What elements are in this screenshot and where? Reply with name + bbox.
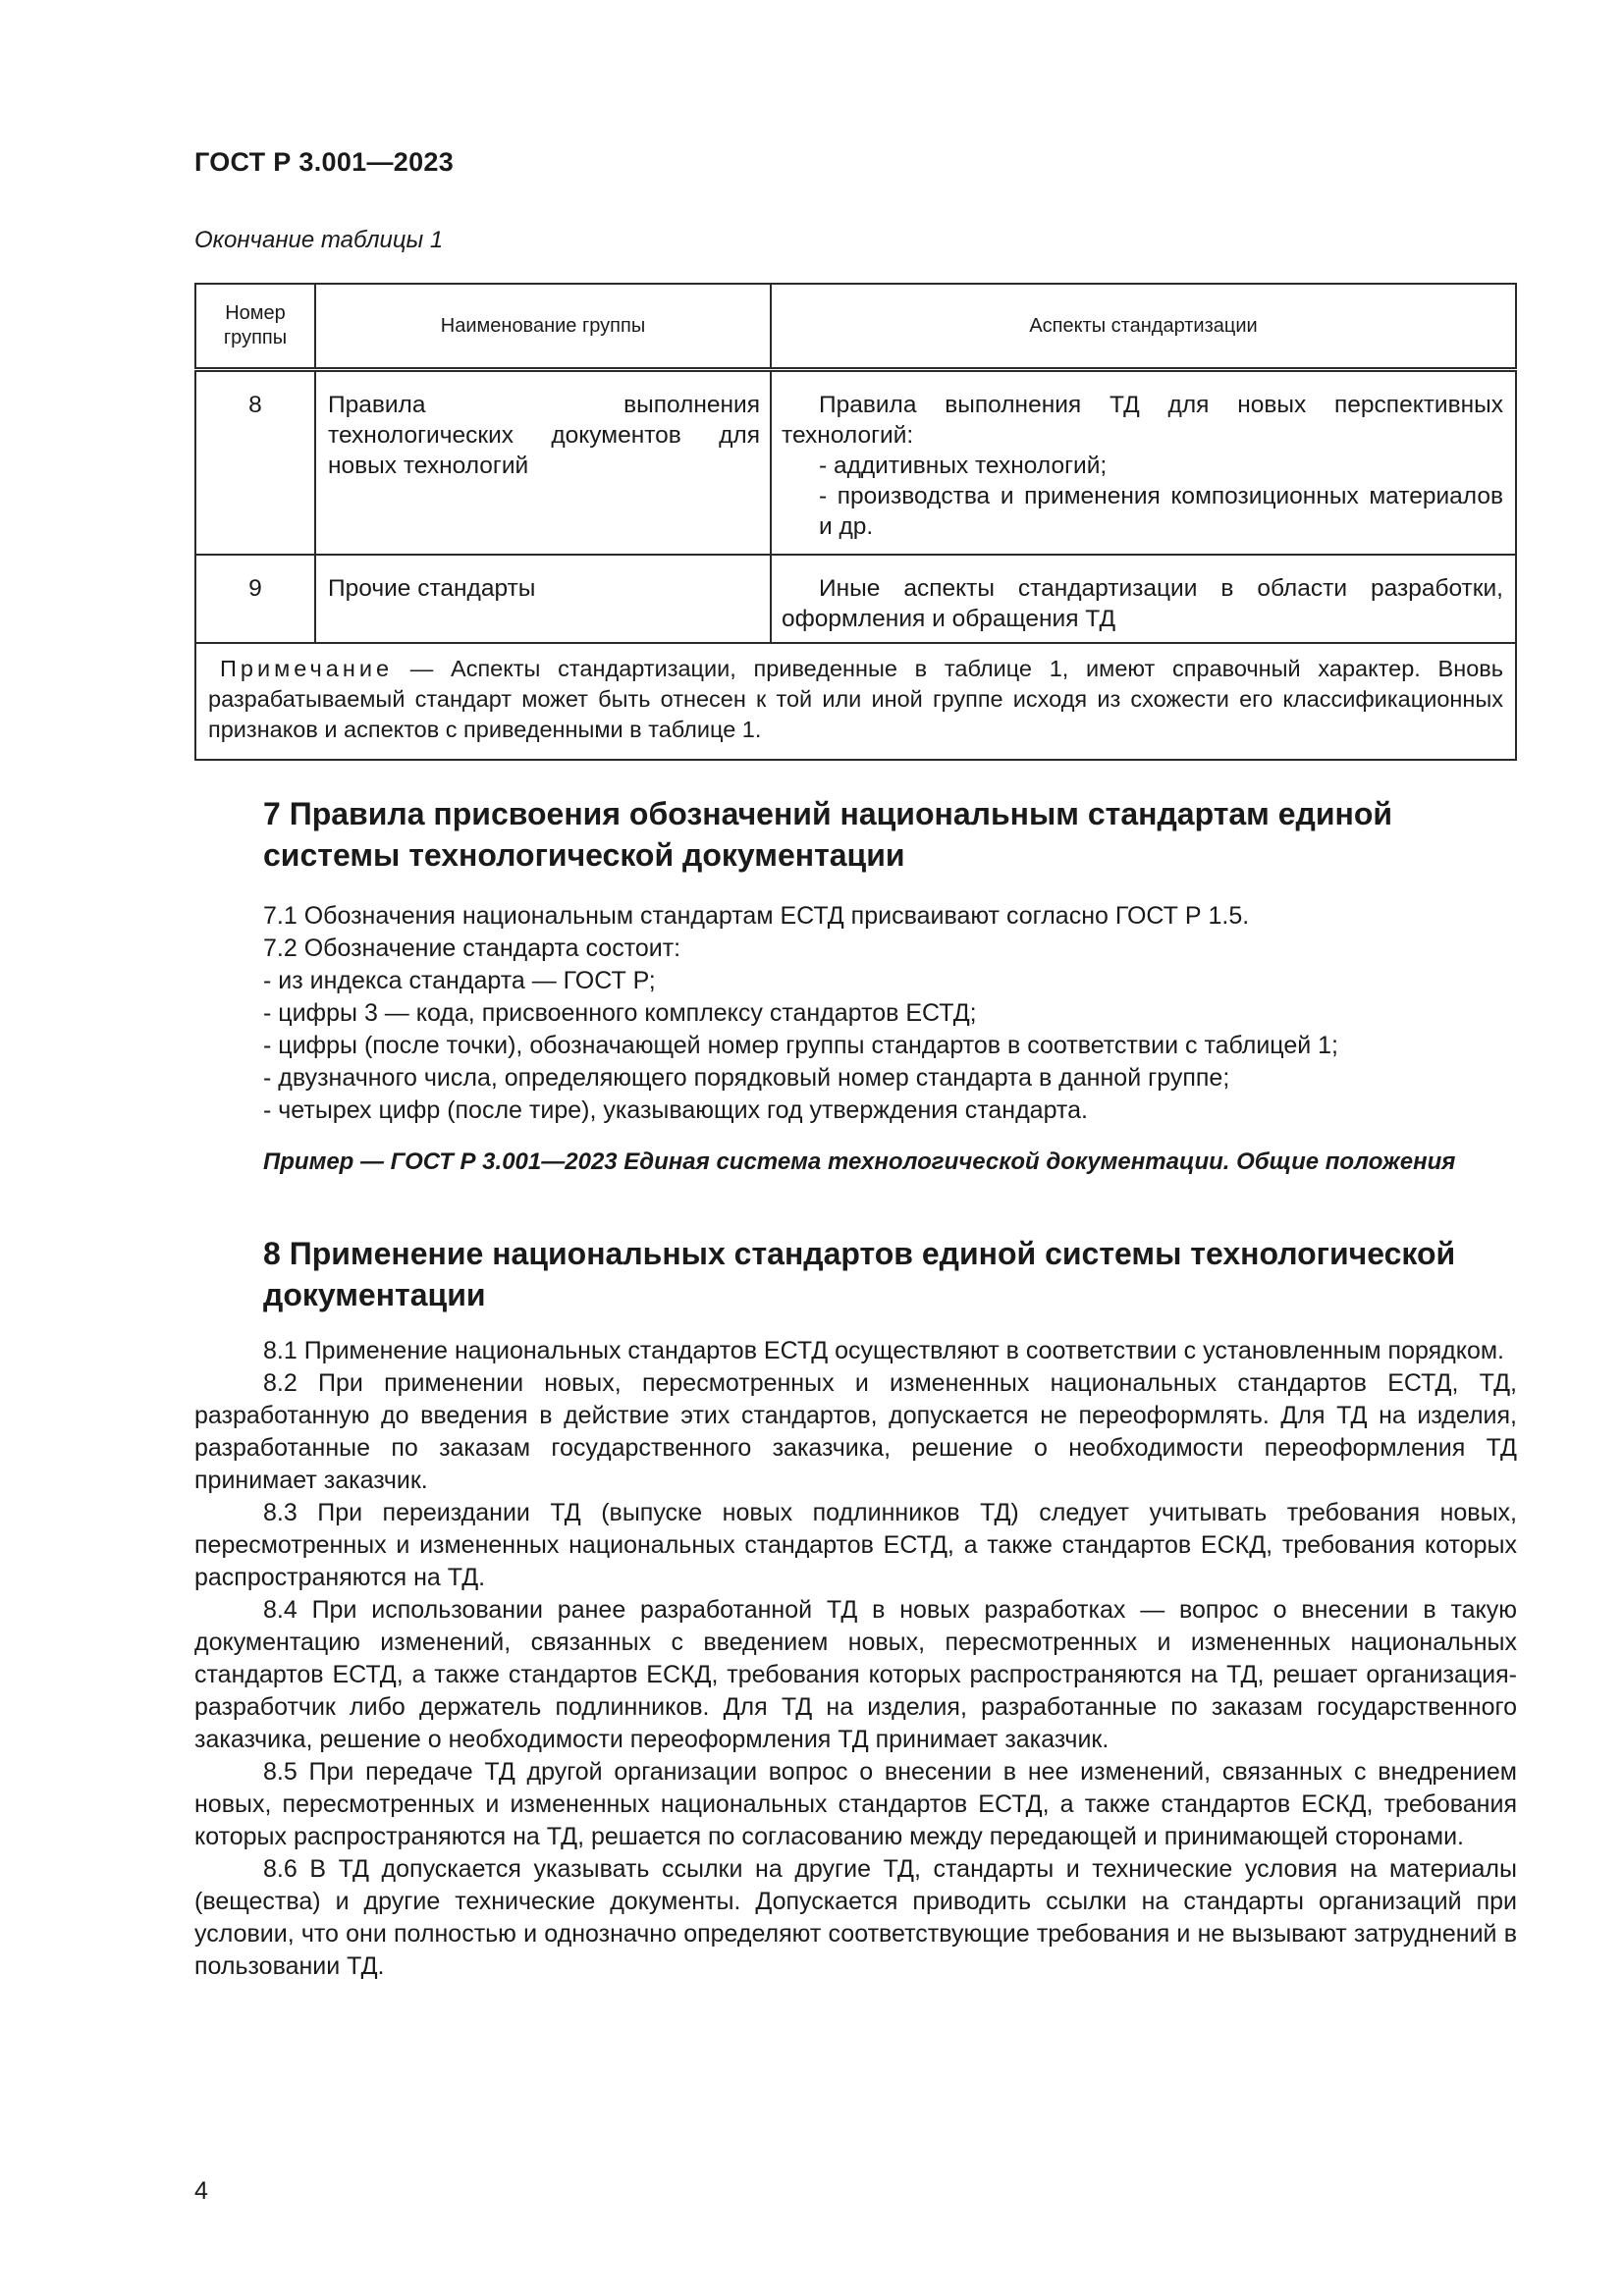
document-code: ГОСТ Р 3.001—2023 bbox=[194, 147, 455, 177]
note-text: — Аспекты стандартизации, приведенные в таблице 1, имеют справочный характер. Вновь разрабатываемый стандарт может быть отнесен к той или иной группе исходя из схожести его классификационных признаков и аспектов с приведенными в таблице 1. bbox=[208, 655, 1503, 742]
section-8-paragraph: 8.3 При переиздании ТД (выпуске новых подлинников ТД) следует учитывать требования новых, пересмотренных и измененных национальных стандартов ЕСТД, а также стандартов ЕСКД, требования которых распространяются на ТД. bbox=[194, 1499, 1517, 1591]
header-group-name: Наименование группы bbox=[315, 284, 771, 370]
aspects-item: - аддитивных технологий; bbox=[819, 453, 1108, 479]
section-7-line: - из индекса стандарта — ГОСТ Р; bbox=[263, 967, 656, 994]
section-7-line: - четырех цифр (после тире), указывающих год утверждения стандарта. bbox=[263, 1096, 1088, 1124]
note-label: Примечание bbox=[220, 655, 394, 681]
section-8-paragraph: 8.5 При передаче ТД другой организации вопрос о внесении в нее изменений, связанных с внедрением новых, пересмотренных и измененных национальных стандартов ЕСТД, а также стандартов ЕСКД, требования которых распространяются на ТД, решается по согласованию между передающей и принимающей сторонами. bbox=[194, 1758, 1517, 1850]
cell-aspects bbox=[771, 370, 1516, 555]
table-caption: Окончание таблицы 1 bbox=[194, 227, 444, 253]
section-8-paragraph: 8.2 При применении новых, пересмотренных и измененных национальных стандартов ЕСТД, ТД, разработанную до введения в действие этих стандартов, допускается не переоформлять. Для ТД на изделия, разработанные по заказам государственного заказчика, решение о необходимости переоформления ТД принимает заказчик. bbox=[194, 1369, 1517, 1494]
aspects-intro: Правила выполнения ТД для новых перспективных технологий: bbox=[782, 392, 1503, 449]
section-7-example: Пример — ГОСТ Р 3.001—2023 Единая система технологической документации. Общие положения bbox=[263, 1148, 1456, 1175]
section-7-line: - цифры (после точки), обозначающей номер группы стандартов в соответствии с таблицей 1; bbox=[263, 1032, 1339, 1059]
cell-group-name: Правила выполнения технологических документов для новых технологий bbox=[315, 370, 771, 555]
section-8-paragraph: 8.4 При использовании ранее разработанной ТД в новых разработках — вопрос о внесении в такую документацию изменений, связанных с введением новых, пересмотренных и измененных национальных стандартов ЕСТД, а также стандартов ЕСКД, требования которых распространяются на ТД, решает организация-разработчик либо держатель подлинников. Для ТД на изделия, разработанные по заказам государственного заказчика, решение о необходимости переоформления ТД принимает заказчик. bbox=[194, 1596, 1517, 1753]
section-7-line: 7.1 Обозначения национальным стандартам ЕСТД присваивают согласно ГОСТ Р 1.5. bbox=[263, 902, 1250, 930]
table-row bbox=[195, 555, 1516, 643]
section-7-line: - цифры 3 — кода, присвоенного комплексу стандартов ЕСТД; bbox=[263, 999, 977, 1027]
section-8-paragraph: 8.1 Применение национальных стандартов ЕСТД осуществляют в соответствии с установленным порядком. bbox=[263, 1337, 1504, 1364]
cell-group-name: Прочие стандарты bbox=[315, 555, 771, 643]
table-note bbox=[195, 643, 1516, 760]
table-row bbox=[195, 370, 1516, 555]
section-8-title: 8 Применение национальных стандартов единой системы технологической документации bbox=[263, 1236, 1456, 1312]
cell-group-number: 9 bbox=[195, 555, 315, 643]
aspects-item: - производства и применения композиционных материалов и др. bbox=[819, 483, 1503, 540]
header-group-number: Номер группы bbox=[195, 284, 315, 370]
section-7-line: 7.2 Обозначение стандарта состоит: bbox=[263, 934, 681, 962]
table-note-row bbox=[195, 643, 1516, 760]
page-number: 4 bbox=[194, 2177, 208, 2205]
section-7-body bbox=[263, 900, 1517, 1127]
cell-group-number: 8 bbox=[195, 370, 315, 555]
table-header-row bbox=[195, 284, 1516, 370]
header-aspects: Аспекты стандартизации bbox=[771, 284, 1516, 370]
section-8-paragraph: 8.6 В ТД допускается указывать ссылки на другие ТД, стандарты и технические условия на материалы (вещества) и другие технические документы. Допускается приводить ссылки на стандарты организаций при условии, что они полностью и однозначно определяют соответствующие требования и не вызывают затруднений в пользовании ТД. bbox=[194, 1855, 1517, 1980]
section-7-title: 7 Правила присвоения обозначений национальным стандартам единой системы технологической документации bbox=[263, 796, 1393, 873]
section-7-line: - двузначного числа, определяющего порядковый номер стандарта в данной группе; bbox=[263, 1064, 1230, 1092]
standards-groups-table bbox=[194, 283, 1517, 761]
aspects-intro: Иные аспекты стандартизации в области разработки, оформления и обращения ТД bbox=[782, 574, 1503, 632]
section-8-body bbox=[194, 1335, 1517, 1983]
cell-aspects bbox=[771, 555, 1516, 643]
